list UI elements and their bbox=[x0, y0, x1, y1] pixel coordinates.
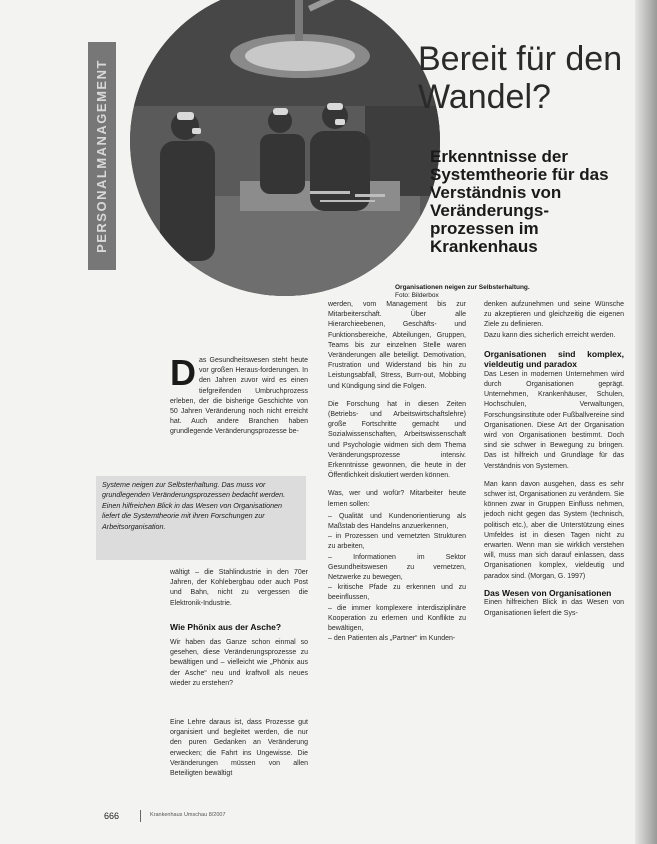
page-number: 666 bbox=[104, 811, 120, 821]
column-3 bbox=[484, 300, 624, 619]
list-item: – den Patienten als „Partner“ im Kunden- bbox=[328, 635, 456, 643]
list-item: – Qualität und Kundenorientierung als Maßstab des Handelns anzuerkennen, bbox=[328, 512, 466, 531]
paragraph: Dazu kann dies sicherlich erreicht werden. bbox=[484, 331, 616, 339]
paragraph: Die Forschung hat in diesen Zeiten (Betriebs- und Arbeitswirtschaftslehre) große Fortschritte gemacht und Sozialwissenschaften, Arbeitswissenschaft und Psychologie widmen sich dem Thema Veränderungsprozesse intensiv. Erkenntnisse gewonnen, die heute in der Öffentlichkeit diskutiert werden können. bbox=[328, 400, 466, 480]
column-2 bbox=[328, 300, 466, 645]
paragraph: Einen hilfreichen Blick in das Wesen von Organisationen liefert die Sys- bbox=[484, 599, 624, 617]
photo-caption bbox=[395, 284, 535, 300]
footer-divider bbox=[140, 810, 141, 822]
column-1-continued bbox=[170, 568, 308, 609]
pull-quote: Systeme neigen zur Selbsterhaltung. Das muss vor grundlegenden Veränderungsprozessen bedacht werden. Einen hilfreichen Blick in das Wesen von Organisationen liefert die Systemtheorie mit ihren Forschungen zur Arbeitsorganisation. bbox=[96, 476, 306, 560]
list-item: – Informationen im Sektor Gesundheitswesen zu vernetzen, Netzwerke zu bewegen, bbox=[328, 553, 466, 582]
paragraph: Was, wer und wofür? Mitarbeiter heute lernen sollen: bbox=[328, 490, 466, 508]
caption-text: Organisationen neigen zur Selbsterhaltung. bbox=[395, 284, 530, 291]
intro-paragraph: as Gesundheitswesen steht heute vor großen Heraus-forderungen. In den Jahren zuvor wird es einen tiefgreifenden Umbruchprozess erleben, der die bisherige Geschichte von 50 Jahren Veränderung noch nicht erreicht hat. Auch andere Branchen haben grundlegende Veränderungsprozesse be- bbox=[170, 357, 308, 436]
paragraph: wältigt – die Stahlindustrie in den 70er Jahren, der Kohlebergbau oder auch Post und Bahn, nicht zu vergessen die Elektronik-Industrie. bbox=[170, 569, 308, 607]
section-heading: Organisationen sind komplex, vieldeutig und paradox bbox=[484, 348, 624, 370]
section-heading: Wie Phönix aus der Asche? bbox=[170, 622, 282, 632]
section-label: PERSONALMANAGEMENT bbox=[94, 59, 109, 253]
article-subtitle: Erkenntnisse der Systemtheorie für das Verständnis von Veränderungs-prozessen im Krankenhaus bbox=[430, 147, 609, 256]
bullet-list bbox=[328, 512, 466, 645]
page-gutter-shadow bbox=[635, 0, 657, 844]
list-item: – in Prozessen und vernetzten Strukturen zu arbeiten, bbox=[328, 533, 466, 551]
paragraph: werden, vom Management bis zur Mitarbeiterschaft. Über alle Hierarchieebenen, Geschäfts- und Funktionsbereiche, Abteilungen, Gruppen, Teams bis zur einzelnen Stelle waren Veränderungen alle beteiligt. Demotivation, Frustration und Widerstand bis hin zu Leistungsabfall, Stress, Burn-out, Mobbing und Kündigung sind die Folgen. bbox=[328, 301, 466, 390]
paragraph: Man kann davon ausgehen, dass es sehr schwer ist, Organisationen zu verändern. Sie können zwar in Gruppen Einfluss nehmen, jedoch nicht gegen das System (technisch, politisch etc.), aber die Unterstützung eines Umfeldes ist in diesen Tagen nicht zu erwarten. Wenn man sie wirklich verstehen will, muss man sich darauf einlassen, dass Organisationen komplex, vieldeutig und paradox sind. (Morgan, G. 1997) bbox=[484, 480, 624, 580]
surgery-photo bbox=[130, 0, 440, 296]
paragraph: Wir haben das Ganze schon einmal so gesehen, diese Veränderungsprozesse zu bewältigen und – vielleicht wie „Phönix aus der Asche“ neu und kraftvoll als neues wieder zu erstehen? bbox=[170, 639, 308, 687]
article-title: Bereit für den Wandel? bbox=[418, 40, 623, 116]
caption-credit: Foto: Bilderbox bbox=[395, 292, 439, 299]
column-1-p2 bbox=[170, 638, 308, 689]
paragraph: Eine Lehre daraus ist, dass Prozesse gut organisiert und begleitet werden, die nur den puren Gedanken an Veränderung erwecken; die Fahrt ins Ungewisse. Die Veränderungen müssen von allen Beteiligten bewältigt bbox=[170, 719, 308, 778]
paragraph: Das Lesen in modernen Unternehmen wird durch Organisationen geprägt. Unternehmen, Krankenhäuser, Schulen, Hochschulen, Verwaltungen, Forschungsinstitute oder Fußballvereine sind Organisationen. Diese Art der Organisation wird von Organisationen bestimmt. Doch sind sie schwer in Bewegung zu bringen. Das ist hilfreich und Grundlage für das Verständnis von Systemen. bbox=[484, 370, 624, 470]
drop-cap: D bbox=[170, 352, 196, 393]
column-1-intro bbox=[170, 352, 308, 438]
operating-room-image bbox=[130, 0, 440, 296]
list-item: – kritische Pfade zu erkennen und zu beeinflussen, bbox=[328, 584, 466, 602]
section-heading: Das Wesen von Organisationen bbox=[484, 587, 612, 598]
publication-source: Krankenhaus Umschau 8/2007 bbox=[150, 812, 226, 818]
column-1-p3 bbox=[170, 718, 308, 779]
paragraph: denken aufzunehmen und seine Wünsche zu akzeptieren und gleichzeitig die eigenen Ziele zu definieren. bbox=[484, 301, 624, 329]
list-item: – die immer komplexere interdisziplinäre Kooperation zu erlernen und Konflikte zu bewältigen, bbox=[328, 604, 467, 633]
